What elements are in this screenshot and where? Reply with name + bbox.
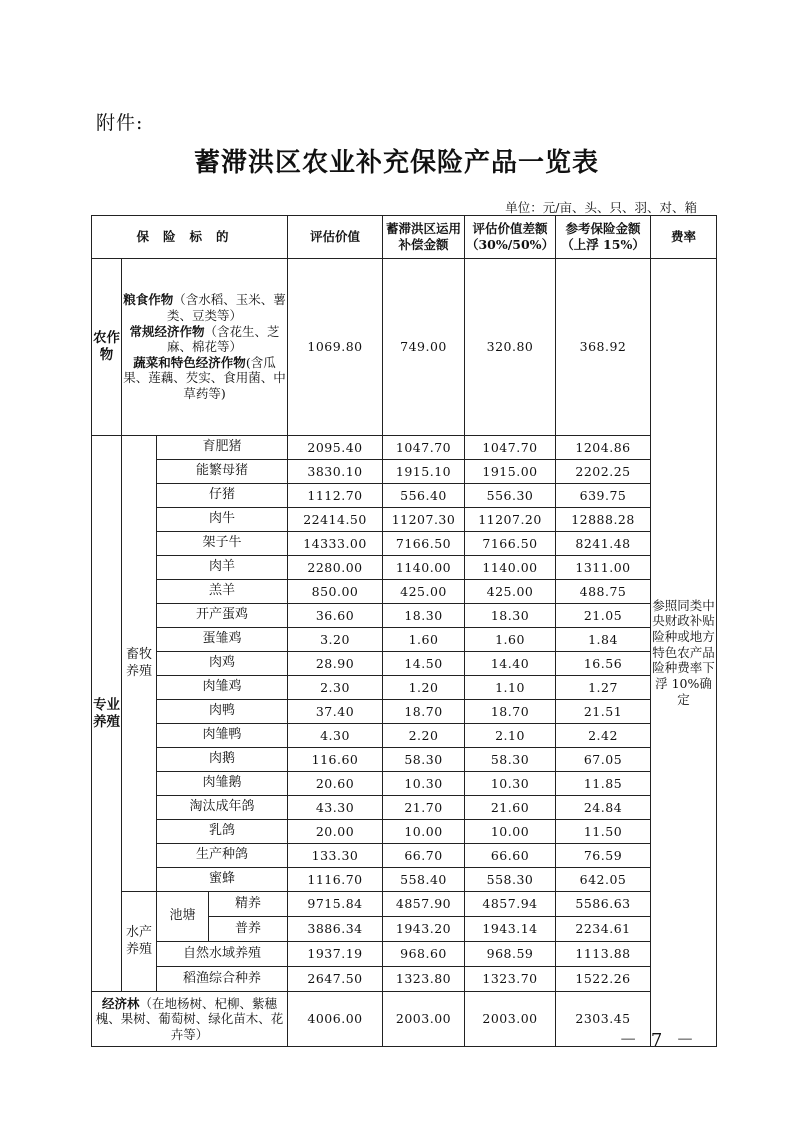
item-name: 生产种鸽: [157, 844, 288, 868]
forest-detail: （在地杨树、杞柳、紫穗槐、果树、葡萄树、绿化苗木、花卉等）: [95, 995, 284, 1042]
item-insured: 2.42: [556, 724, 651, 748]
item-compensation: 11207.30: [383, 508, 465, 532]
page-number: － 7 －: [619, 1030, 698, 1051]
item-value: 28.90: [288, 652, 383, 676]
item-value: 2.30: [288, 676, 383, 700]
item-value: 2647.50: [288, 967, 383, 992]
item-name: 自然水域养殖: [157, 942, 288, 967]
table-row: [92, 724, 717, 748]
crops-compensation: 749.00: [383, 259, 465, 436]
table-row: [92, 967, 717, 992]
table-row: [92, 508, 717, 532]
item-compensation: 1140.00: [383, 556, 465, 580]
forest-diff: 2003.00: [465, 992, 556, 1047]
crops-description: [122, 259, 288, 436]
crops-diff: 320.80: [465, 259, 556, 436]
item-insured: 2202.25: [556, 460, 651, 484]
item-diff: 10.30: [465, 772, 556, 796]
table-row: [92, 820, 717, 844]
item-name: 蛋雏鸡: [157, 628, 288, 652]
item-diff: 14.40: [465, 652, 556, 676]
table-row: [92, 604, 717, 628]
table-row: [92, 484, 717, 508]
table-row: [92, 748, 717, 772]
item-compensation: 14.50: [383, 652, 465, 676]
item-diff: 1915.00: [465, 460, 556, 484]
item-insured: 21.05: [556, 604, 651, 628]
item-diff: 968.59: [465, 942, 556, 967]
item-compensation: 10.30: [383, 772, 465, 796]
item-insured: 16.56: [556, 652, 651, 676]
item-name: 肉鸭: [157, 700, 288, 724]
item-name: 能繁母猪: [157, 460, 288, 484]
unit-note: 单位：元/亩、头、只、羽、对、箱: [505, 200, 697, 215]
table-row: [92, 652, 717, 676]
item-value: 850.00: [288, 580, 383, 604]
item-insured: 488.75: [556, 580, 651, 604]
cash-crops-label: 常规经济作物: [129, 323, 205, 339]
insurance-products-table: [91, 215, 717, 1047]
table-row: [92, 580, 717, 604]
veg-crops-detail: (含瓜果、莲藕、芡实、食用菌、中草药等): [123, 354, 286, 402]
item-diff: 556.30: [465, 484, 556, 508]
header-row: [92, 216, 717, 259]
item-compensation: 66.70: [383, 844, 465, 868]
item-insured: 1311.00: [556, 556, 651, 580]
item-name: 乳鸽: [157, 820, 288, 844]
pond-label: 池塘: [157, 892, 209, 942]
item-name: 肉羊: [157, 556, 288, 580]
forest-compensation: 2003.00: [383, 992, 465, 1047]
item-insured: 639.75: [556, 484, 651, 508]
item-diff: 4857.94: [465, 892, 556, 917]
item-value: 3.20: [288, 628, 383, 652]
livestock-label: 畜牧养殖: [122, 436, 157, 892]
item-insured: 24.84: [556, 796, 651, 820]
item-diff: 10.00: [465, 820, 556, 844]
item-diff: 18.70: [465, 700, 556, 724]
item-value: 2095.40: [288, 436, 383, 460]
item-name: 肉鸡: [157, 652, 288, 676]
item-compensation: 425.00: [383, 580, 465, 604]
item-value: 2280.00: [288, 556, 383, 580]
item-name: 肉雏鸭: [157, 724, 288, 748]
crops-row: [92, 259, 717, 436]
item-insured: 5586.63: [556, 892, 651, 917]
item-name: 肉鹅: [157, 748, 288, 772]
item-diff: 7166.50: [465, 532, 556, 556]
item-compensation: 1047.70: [383, 436, 465, 460]
item-diff: 1323.70: [465, 967, 556, 992]
item-compensation: 18.30: [383, 604, 465, 628]
item-compensation: 968.60: [383, 942, 465, 967]
item-diff: 58.30: [465, 748, 556, 772]
item-diff: 21.60: [465, 796, 556, 820]
table-row: [92, 868, 717, 892]
item-compensation: 1.20: [383, 676, 465, 700]
document-title: 蓄滞洪区农业补充保险产品一览表: [193, 148, 599, 178]
item-name: 育肥猪: [157, 436, 288, 460]
item-name: 肉雏鸡: [157, 676, 288, 700]
item-compensation: 556.40: [383, 484, 465, 508]
item-value: 1116.70: [288, 868, 383, 892]
item-diff: 425.00: [465, 580, 556, 604]
item-insured: 1522.26: [556, 967, 651, 992]
veg-crops-label: 蔬菜和特色经济作物: [133, 354, 246, 370]
item-value: 37.40: [288, 700, 383, 724]
item-compensation: 21.70: [383, 796, 465, 820]
item-insured: 1.84: [556, 628, 651, 652]
item-diff: 2.10: [465, 724, 556, 748]
item-insured: 11.50: [556, 820, 651, 844]
item-insured: 67.05: [556, 748, 651, 772]
table-row: [92, 942, 717, 967]
item-name: 蜜蜂: [157, 868, 288, 892]
item-insured: 2234.61: [556, 917, 651, 942]
item-diff: 1047.70: [465, 436, 556, 460]
item-name: 架子牛: [157, 532, 288, 556]
item-value: 22414.50: [288, 508, 383, 532]
item-diff: 18.30: [465, 604, 556, 628]
item-compensation: 558.40: [383, 868, 465, 892]
item-diff: 1140.00: [465, 556, 556, 580]
item-insured: 642.05: [556, 868, 651, 892]
item-insured: 12888.28: [556, 508, 651, 532]
annex-label: 附件:: [96, 112, 144, 134]
table-row: [92, 844, 717, 868]
item-insured: 11.85: [556, 772, 651, 796]
item-compensation: 7166.50: [383, 532, 465, 556]
item-value: 14333.00: [288, 532, 383, 556]
forest-insured: 2303.45: [556, 992, 651, 1047]
grain-crops-label: 粮食作物: [123, 292, 174, 308]
item-compensation: 1.60: [383, 628, 465, 652]
item-name: 肉牛: [157, 508, 288, 532]
breeding-category: 专业养殖: [92, 436, 122, 992]
table-row: [92, 772, 717, 796]
item-value: 4.30: [288, 724, 383, 748]
grain-crops-detail: （含水稻、玉米、薯类、豆类等）: [167, 292, 286, 323]
table-row: [92, 700, 717, 724]
header-object: 保险标的: [92, 216, 288, 259]
table-row: [92, 892, 717, 917]
item-value: 3886.34: [288, 917, 383, 942]
table-row: [92, 628, 717, 652]
header-value: 评估价值: [288, 216, 383, 259]
crops-category: 农作物: [92, 259, 122, 436]
item-value: 9715.84: [288, 892, 383, 917]
item-compensation: 2.20: [383, 724, 465, 748]
aqua-label: 水产养殖: [122, 892, 157, 992]
item-diff: 66.60: [465, 844, 556, 868]
forest-description: [92, 992, 288, 1047]
item-name: 羔羊: [157, 580, 288, 604]
header-rate: 费率: [651, 216, 717, 259]
item-compensation: 18.70: [383, 700, 465, 724]
forest-value: 4006.00: [288, 992, 383, 1047]
item-diff: 558.30: [465, 868, 556, 892]
item-value: 1937.19: [288, 942, 383, 967]
item-value: 116.60: [288, 748, 383, 772]
item-insured: 76.59: [556, 844, 651, 868]
table-row: [92, 532, 717, 556]
item-insured: 8241.48: [556, 532, 651, 556]
crops-value: 1069.80: [288, 259, 383, 436]
header-diff: 评估价值差额（30%/50%）: [465, 216, 556, 259]
item-compensation: 4857.90: [383, 892, 465, 917]
item-value: 20.00: [288, 820, 383, 844]
rate-description: 参照同类中央财政补贴险种或地方特色农产品险种费率下浮 10%确定: [651, 259, 717, 1047]
item-insured: 1204.86: [556, 436, 651, 460]
table-row: [92, 676, 717, 700]
item-name: 肉雏鹅: [157, 772, 288, 796]
item-name: 普养: [209, 917, 288, 942]
cash-crops-detail: （含花生、芝麻、棉花等）: [167, 323, 280, 355]
item-value: 133.30: [288, 844, 383, 868]
item-compensation: 1915.10: [383, 460, 465, 484]
item-value: 1112.70: [288, 484, 383, 508]
forest-label: 经济林: [101, 995, 140, 1011]
item-value: 36.60: [288, 604, 383, 628]
item-insured: 1.27: [556, 676, 651, 700]
item-name: 仔猪: [157, 484, 288, 508]
item-insured: 1113.88: [556, 942, 651, 967]
table-row: [92, 460, 717, 484]
item-diff: 1.60: [465, 628, 556, 652]
table-row: [92, 556, 717, 580]
item-value: 3830.10: [288, 460, 383, 484]
item-compensation: 1943.20: [383, 917, 465, 942]
item-name: 开产蛋鸡: [157, 604, 288, 628]
item-diff: 1.10: [465, 676, 556, 700]
item-value: 43.30: [288, 796, 383, 820]
item-diff: 11207.20: [465, 508, 556, 532]
header-compensation: 蓄滞洪区运用补偿金额: [383, 216, 465, 259]
item-name: 精养: [209, 892, 288, 917]
item-diff: 1943.14: [465, 917, 556, 942]
item-compensation: 58.30: [383, 748, 465, 772]
item-value: 20.60: [288, 772, 383, 796]
table-row: [92, 796, 717, 820]
crops-insured: 368.92: [556, 259, 651, 436]
item-compensation: 10.00: [383, 820, 465, 844]
item-insured: 21.51: [556, 700, 651, 724]
table-row: [92, 436, 717, 460]
header-insured: 参考保险金额（上浮 15%）: [556, 216, 651, 259]
item-name: 稻渔综合种养: [157, 967, 288, 992]
item-name: 淘汰成年鸽: [157, 796, 288, 820]
item-compensation: 1323.80: [383, 967, 465, 992]
